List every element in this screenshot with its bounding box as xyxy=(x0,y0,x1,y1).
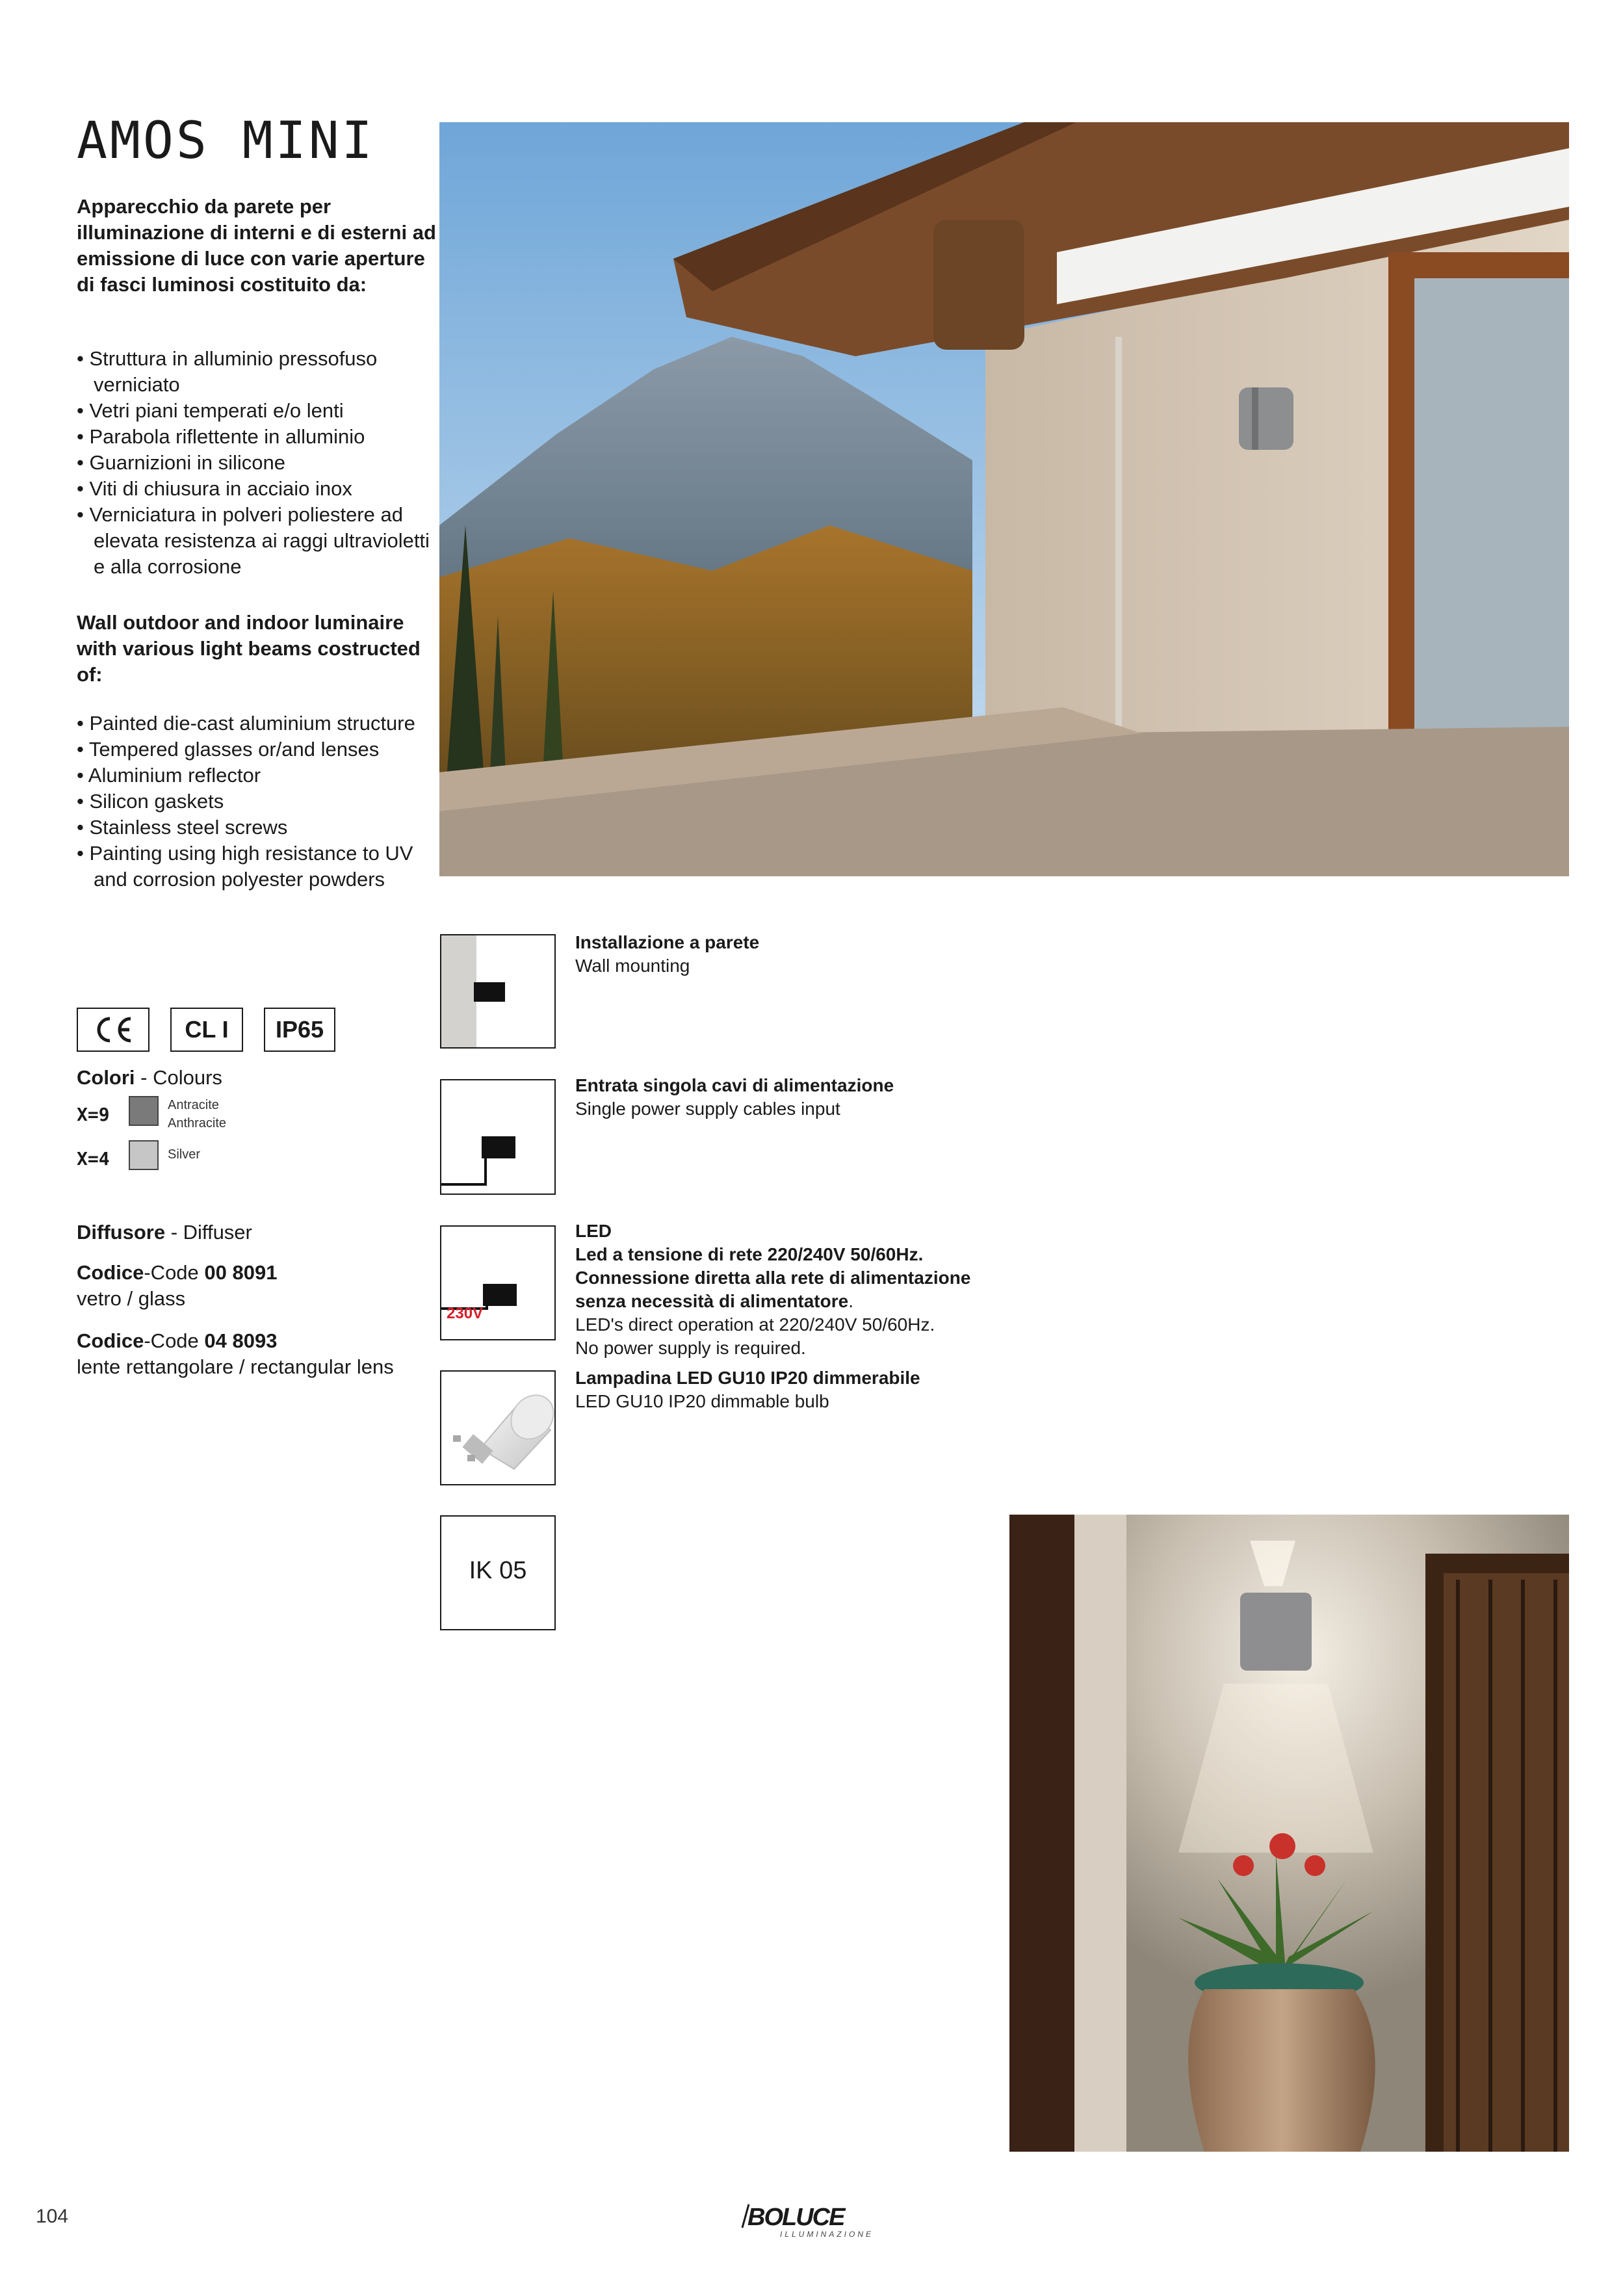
certification-badges xyxy=(77,1008,335,1052)
description-en-list xyxy=(77,711,441,893)
list-item: • Parabola riflettente in alluminio xyxy=(77,424,441,450)
wall-mounting-icon xyxy=(440,934,556,1049)
feature-title-it: LED xyxy=(575,1221,612,1241)
led-230v-diagram-icon xyxy=(441,1227,556,1340)
code-label-en: -Code xyxy=(144,1261,205,1284)
code-number: 00 8091 xyxy=(204,1261,278,1284)
ce-mark-badge xyxy=(77,1008,149,1052)
product-title: AMOS MINI xyxy=(77,112,375,170)
colour-name-it: Antracite xyxy=(168,1098,219,1112)
feature-title-it: Entrata singola cavi di alimentazione xyxy=(575,1075,894,1095)
colour-option-anthracite xyxy=(77,1096,226,1132)
feature-title-it: Installazione a parete xyxy=(575,932,760,952)
code-label-it: Codice xyxy=(77,1261,144,1284)
product-photo-balcony xyxy=(439,122,1569,876)
code-label-en: -Code xyxy=(144,1329,205,1352)
page-number: 104 xyxy=(36,2206,69,2227)
colour-code: X=4 xyxy=(77,1148,110,1169)
feature-line-it: senza necessità di alimentatore xyxy=(575,1291,849,1311)
colour-name-it: Silver xyxy=(168,1147,201,1162)
cable-input-diagram-icon xyxy=(441,1080,556,1195)
feature-cable-input xyxy=(575,1074,1030,1121)
list-item: • Vetri piani temperati e/o lenti xyxy=(77,398,441,424)
voltage-label: 230V xyxy=(447,1305,484,1322)
feature-gu10-bulb xyxy=(575,1366,1030,1413)
code-number: 04 8093 xyxy=(204,1329,278,1352)
class-badge: CL I xyxy=(170,1008,243,1052)
diffuser-label-en: - Diffuser xyxy=(165,1221,252,1244)
feature-title-it: Lampadina LED GU10 IP20 dimmerabile xyxy=(575,1368,920,1388)
diffuser-label-it: Diffusore xyxy=(77,1221,166,1244)
boluce-logo-icon xyxy=(741,2200,884,2239)
code-label-it: Codice xyxy=(77,1329,144,1352)
colours-label-en: - Colours xyxy=(135,1066,222,1089)
ip-rating-badge: IP65 xyxy=(264,1008,335,1052)
feature-title-en: LED GU10 IP20 dimmable bulb xyxy=(575,1391,829,1411)
feature-line-en: No power supply is required. xyxy=(575,1338,806,1358)
list-item: • Struttura in alluminio pressofuso verniciato xyxy=(77,346,441,398)
description-en-intro: Wall outdoor and indoor luminaire with various light beams costructed of: xyxy=(77,611,421,686)
brand-subtitle: ILLUMINAZIONE xyxy=(780,2230,874,2239)
feature-title-en: Single power supply cables input xyxy=(575,1099,840,1119)
list-item: • Silicon gaskets xyxy=(77,789,441,815)
list-item: • Guarnizioni in silicone xyxy=(77,450,441,476)
list-item: • Verniciatura in polveri poliestere ad elevata resistenza ai raggi ultravioletti e alla corrosione xyxy=(77,502,441,580)
list-item: • Painting using high resistance to UV and corrosion polyester powders xyxy=(77,841,441,893)
colour-names xyxy=(168,1145,200,1164)
diffuser-code-glass xyxy=(77,1260,277,1312)
colour-names xyxy=(168,1096,226,1132)
list-item: • Stainless steel screws xyxy=(77,815,441,841)
feature-wall-mounting xyxy=(575,931,1030,978)
colours-label-it: Colori xyxy=(77,1066,135,1089)
colours-heading xyxy=(77,1066,222,1089)
balcony-scene-image xyxy=(439,122,1569,876)
diffuser-heading xyxy=(77,1220,252,1246)
brand-logo xyxy=(741,2200,884,2239)
brand-name: BOLUCE xyxy=(747,2204,844,2231)
gu10-bulb-image-icon xyxy=(441,1372,556,1485)
colour-code: X=9 xyxy=(77,1104,110,1125)
list-item: • Tempered glasses or/and lenses xyxy=(77,737,441,763)
led-230v-icon xyxy=(440,1225,556,1340)
feature-title-en: Wall mounting xyxy=(575,956,690,976)
wall-mount-diagram-icon xyxy=(441,935,556,1049)
description-it-intro: Apparecchio da parete per illuminazione di interni e di esterni ad emissione di luce con varie aperture di fasci luminosi costituito da: xyxy=(77,195,436,296)
feature-led: LED Led a tensione di rete 220/240V 50/60Hz. Connessione diretta alla rete di alimentazione senza necessità di alimentatore. LED's direct operation at 220/240V 50/60Hz. No power supply is required. xyxy=(575,1220,1030,1360)
description-it-list xyxy=(77,346,441,580)
code-description: lente rettangolare / rectangular lens xyxy=(77,1355,394,1378)
colour-name-en: Anthracite xyxy=(168,1116,227,1130)
feature-line-it: Led a tensione di rete 220/240V 50/60Hz. xyxy=(575,1244,924,1264)
diffuser-code-lens xyxy=(77,1328,394,1380)
colour-option-silver xyxy=(77,1140,200,1170)
list-item: • Viti di chiusura in acciaio inox xyxy=(77,476,441,502)
gu10-bulb-icon xyxy=(440,1370,556,1485)
single-cable-input-icon xyxy=(440,1079,556,1195)
list-item: • Aluminium reflector xyxy=(77,763,441,789)
product-photo-night xyxy=(1009,1515,1569,2152)
impact-rating-label: IK 05 xyxy=(469,1557,527,1584)
ce-mark-icon xyxy=(90,1015,136,1045)
feature-line-en: LED's direct operation at 220/240V 50/60Hz. xyxy=(575,1314,935,1335)
code-description: vetro / glass xyxy=(77,1287,186,1310)
colour-swatch xyxy=(129,1096,159,1126)
night-scene-image xyxy=(1009,1515,1569,2152)
list-item: • Painted die-cast aluminium structure xyxy=(77,711,441,737)
colour-swatch xyxy=(129,1140,159,1170)
feature-line-it: Connessione diretta alla rete di alimentazione xyxy=(575,1268,971,1288)
impact-rating-icon xyxy=(440,1515,556,1630)
